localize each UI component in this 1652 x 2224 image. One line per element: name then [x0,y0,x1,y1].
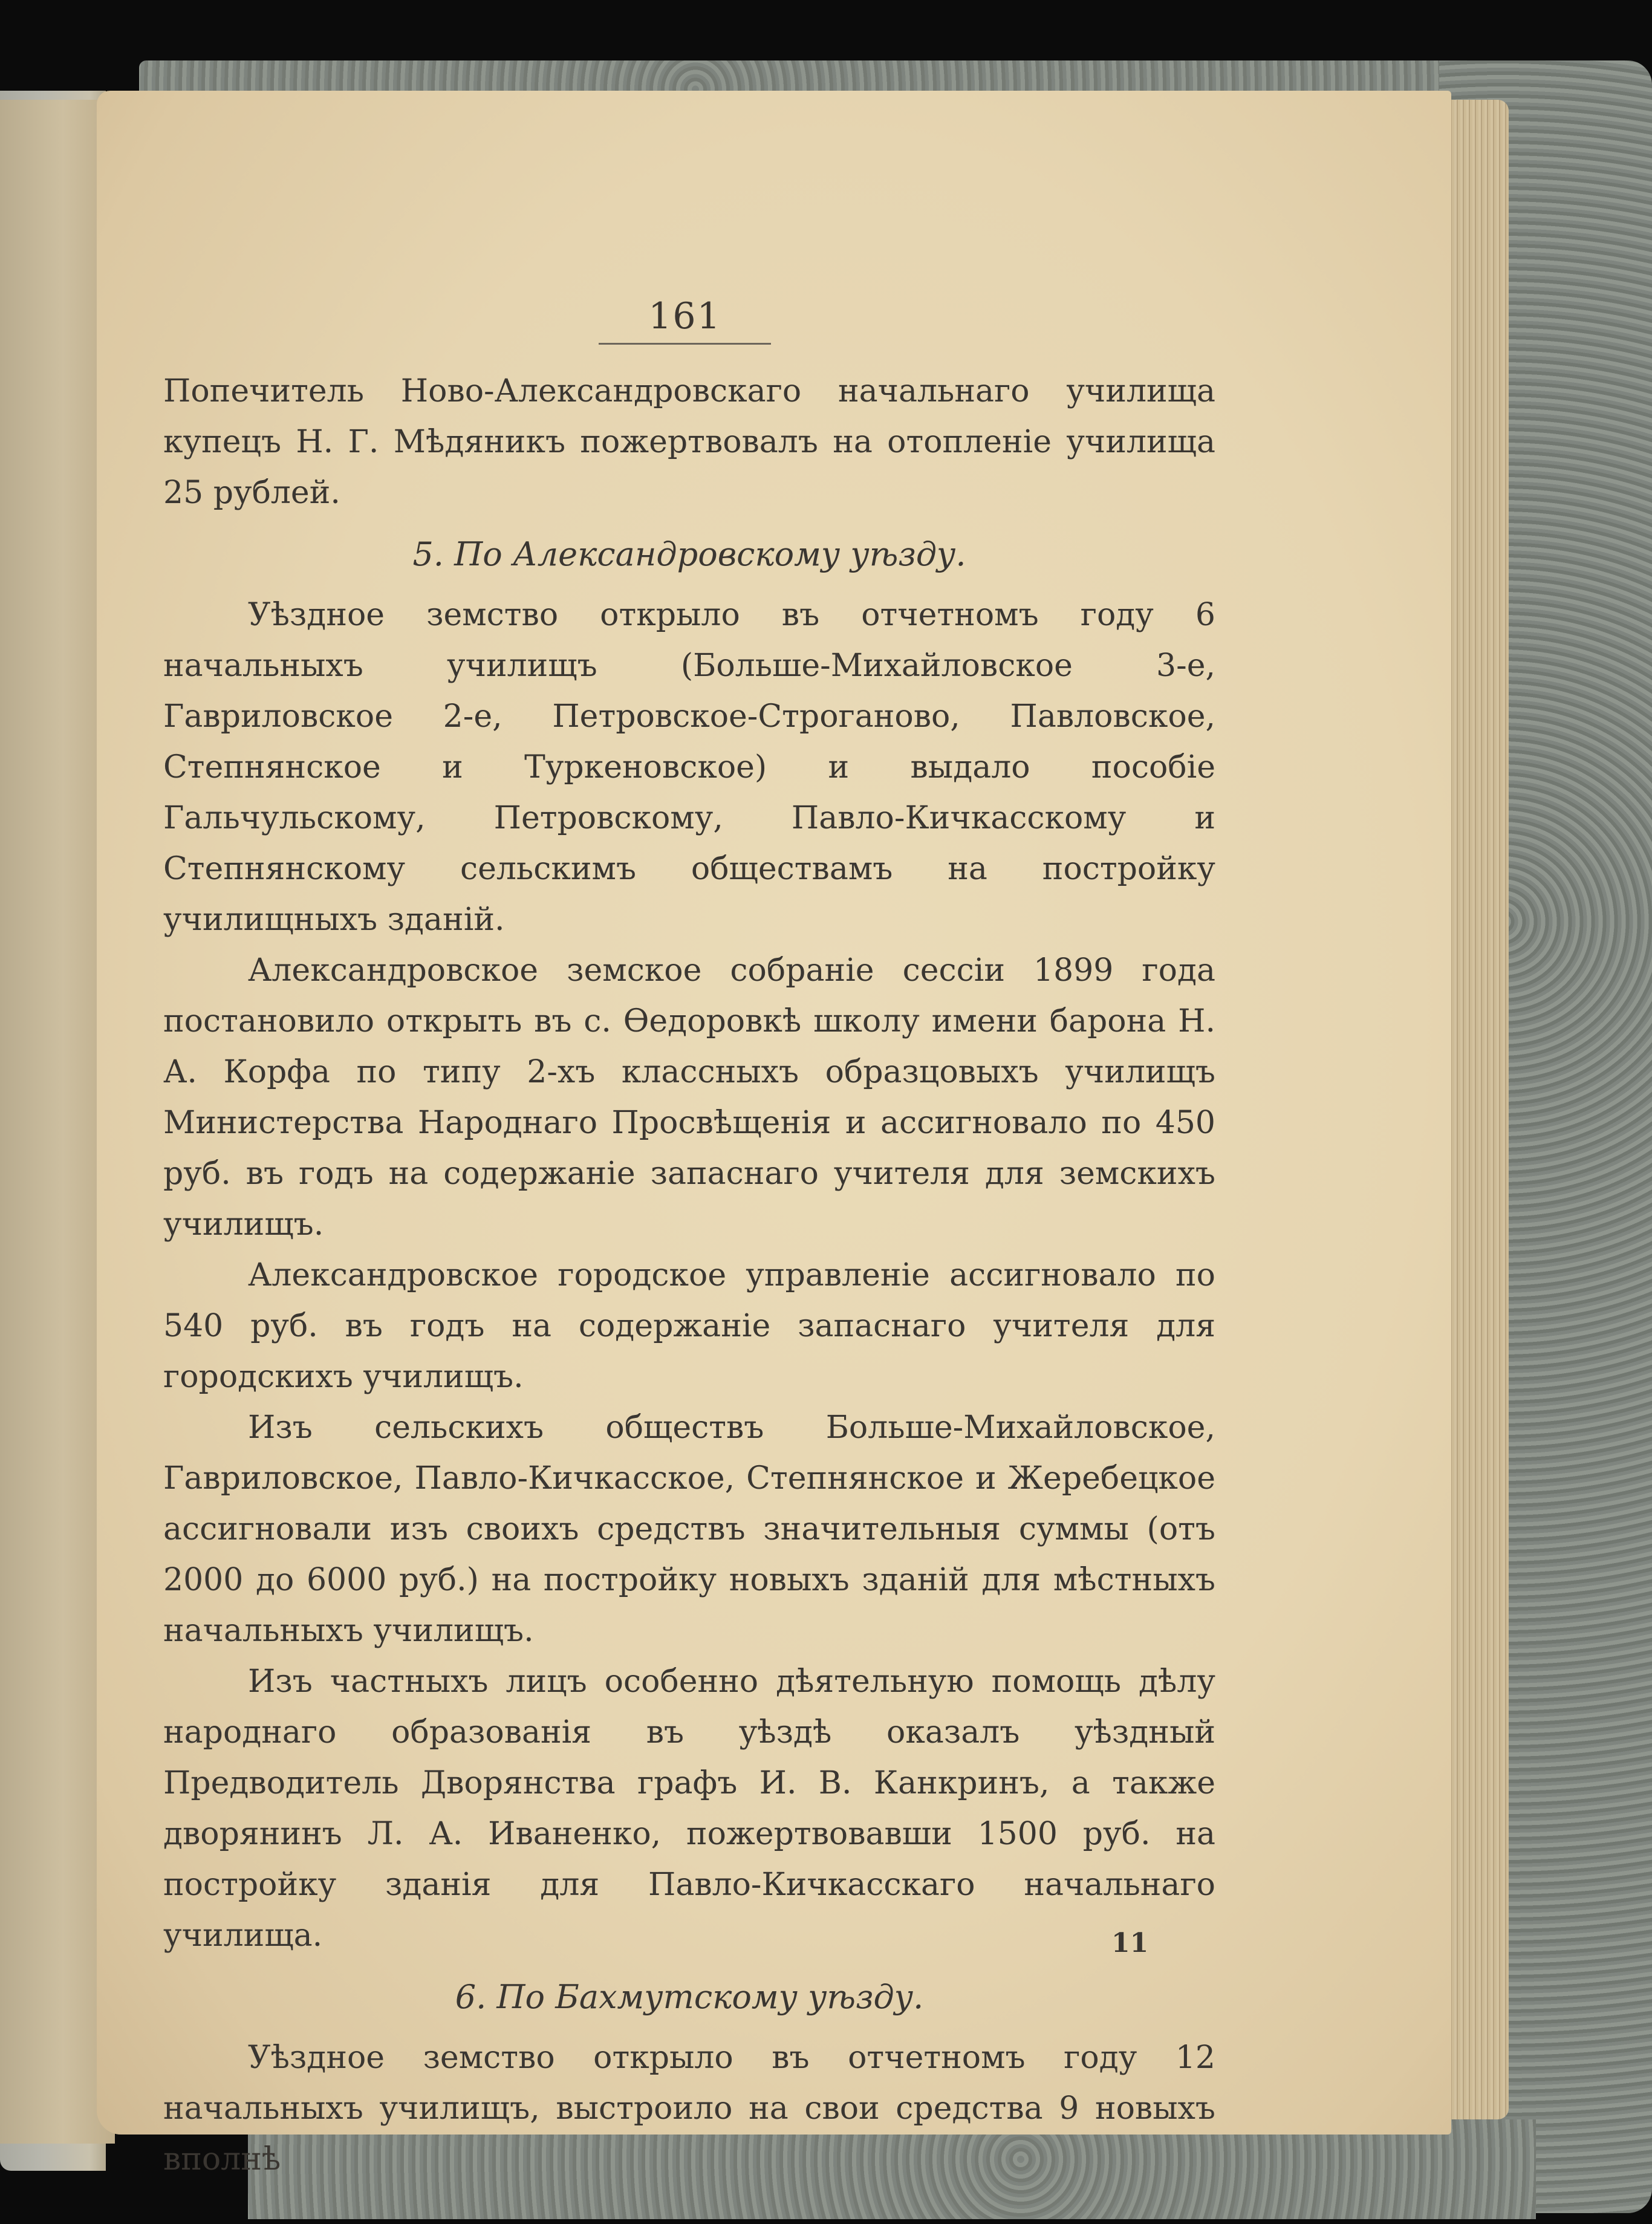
page-number-rule [599,343,771,345]
paragraph: Попечитель Ново-Александровскаго начальнаго училища купецъ Н. Г. Мѣдяникъ пожертвовалъ на отопленіе училища 25 рублей. [163,373,1215,511]
paragraph: Изъ частныхъ лицъ особенно дѣятельную помощь дѣлу народнаго образованія въ уѣздѣ оказалъ уѣздный Предводитель Дворянства графъ И. В. Канкринъ, а также дворянинъ Л. А. Иваненко, пожертвовавши 1500 руб. на постройку зданія для Павло-Кичкасскаго начальнаго училища. [163,1663,1215,1954]
signature-mark: 11 [1111,1928,1149,1959]
paragraph: Александровское земское собраніе сессіи 1899 года постановило открыть въ с. Ѳедоровкѣ школу имени барона Н. А. Корфа по типу 2-хъ классныхъ образцовыхъ училищъ Министерства Народнаго Просвѣщенія и ассигновало по 450 руб. въ годъ на содержаніе запаснаго учителя для земскихъ училищъ. [163,952,1215,1243]
section-heading: 6. По Бахмутскому уѣзду. [455,1978,924,2016]
paragraph: Александровское городское управленіе ассигновало по 540 руб. въ годъ на содержаніе запаснаго учителя для городскихъ училищъ. [163,1257,1215,1395]
paragraph: Уѣздное земство открыло въ отчетномъ году 12 начальныхъ училищъ, выстроило на свои средства 9 новыхъ вполнѣ [163,2040,1215,2177]
paragraph: Уѣздное земство открыло въ отчетномъ году 6 начальныхъ училищъ (Больше-Михайловское 3-е, Гавриловское 2-е, Петровское-Строганово, Павловское, Степнянское и Туркеновское) и выдало пособіе Гальчульскому, Петровскому, Павло-Кичкасскому и Степнянскому сельскимъ обществамъ на постройку училищныхъ зданій. [163,597,1215,938]
page-number: 161 [648,295,721,337]
paragraph: Изъ сельскихъ обществъ Больше-Михайловское, Гавриловское, Павло-Кичкасское, Степнянское и Жеребецкое ассигновали изъ своихъ средствъ значительныя суммы (отъ 2000 до 6000 руб.) на постройку новыхъ зданій для мѣстныхъ начальныхъ училищъ. [163,1410,1215,1649]
page-stack-edge [1442,100,1509,2119]
page-text [163,366,1215,2185]
section-heading: 5. По Александровскому уѣзду. [412,535,966,573]
